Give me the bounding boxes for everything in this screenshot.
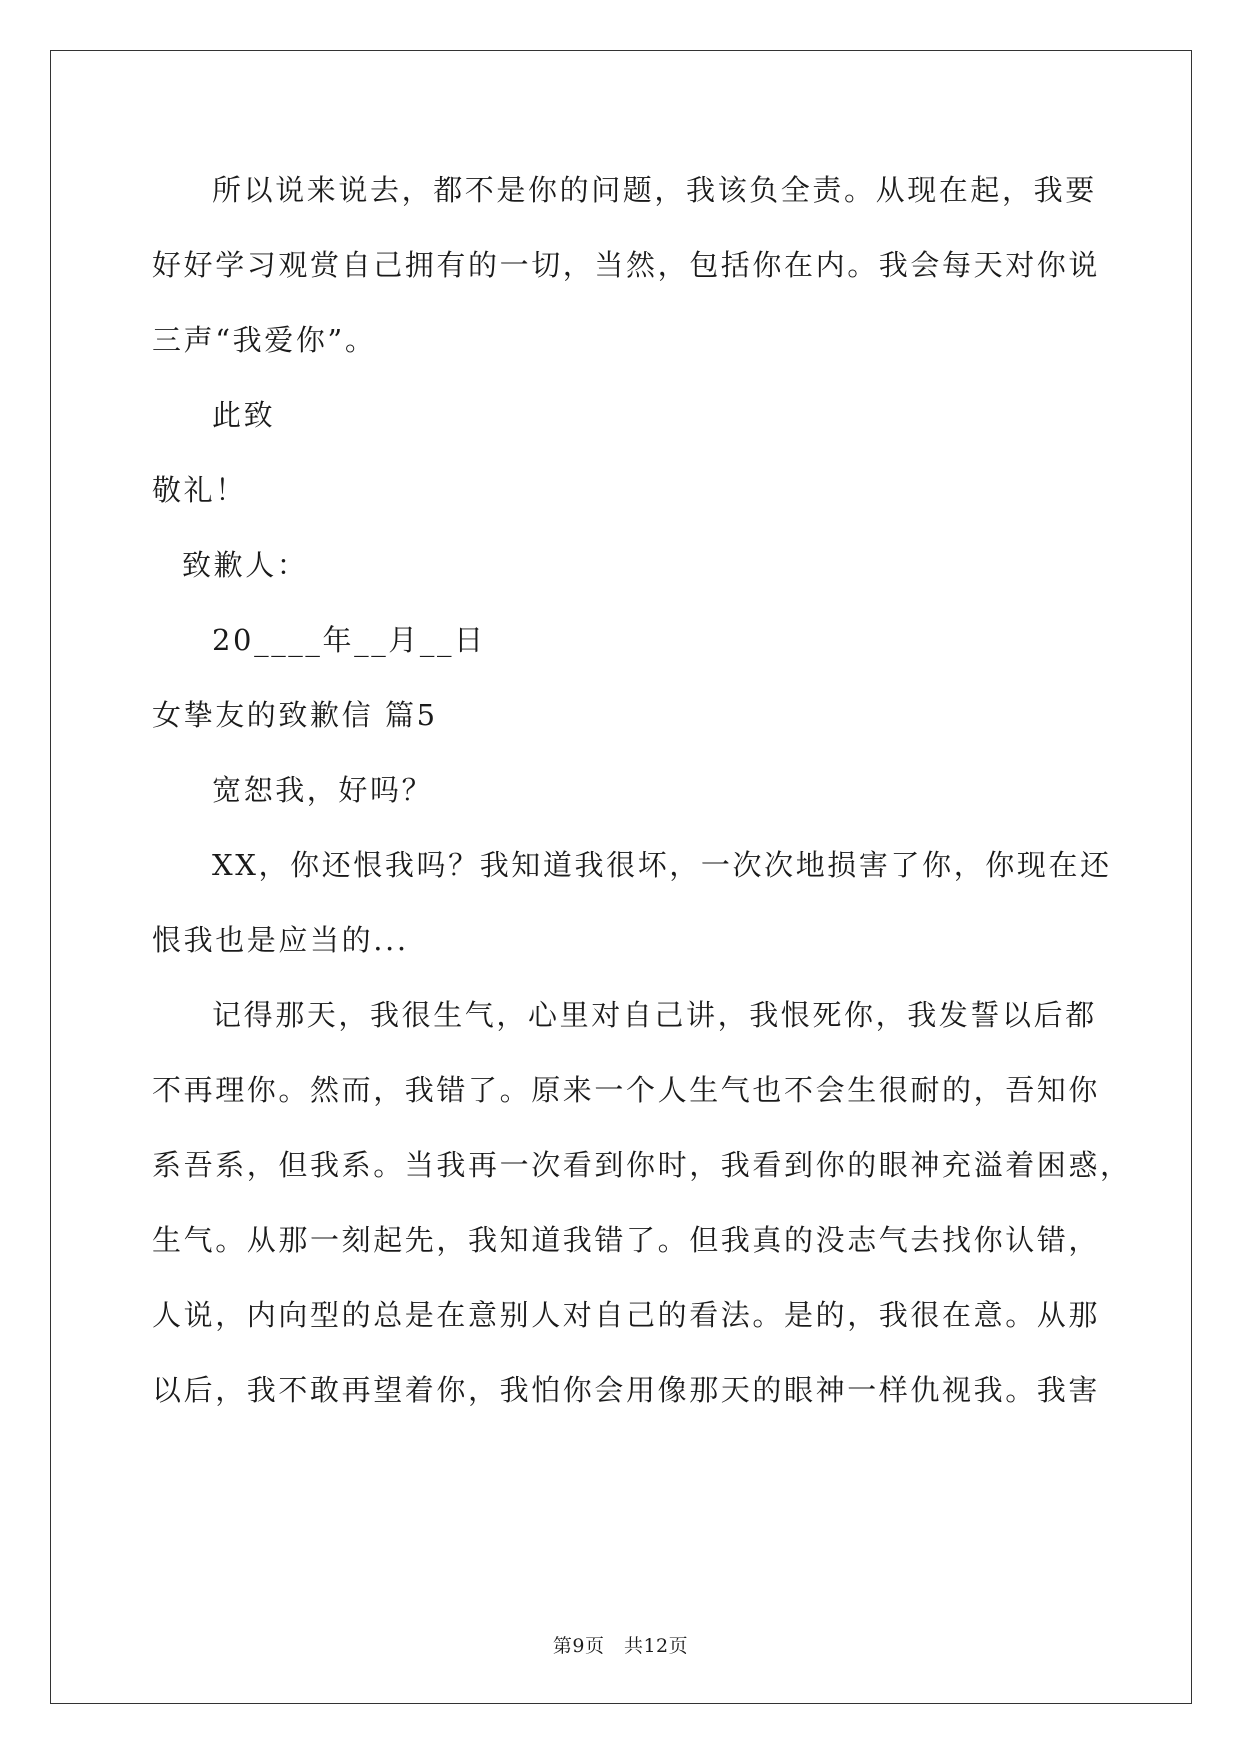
text-line: 生气。从那一刻起先，我知道我错了。但我真的没志气去找你认错， <box>152 1223 1101 1257</box>
text-line: 宽恕我，好吗？ <box>212 773 434 807</box>
text-line: 致歉人： <box>182 548 309 582</box>
text-line: 系吾系，但我系。当我再一次看到你时，我看到你的眼神充溢着困惑， <box>152 1148 1132 1182</box>
text-line: 人说，内向型的总是在意别人对自己的看法。是的，我很在意。从那 <box>152 1298 1101 1332</box>
text-line: 所以说来说去，都不是你的问题，我该负全责。从现在起，我要 <box>212 173 1097 207</box>
text-line: 此致 <box>212 398 276 432</box>
text-line: 以后，我不敢再望着你，我怕你会用像那天的眼神一样仇视我。我害 <box>152 1373 1101 1407</box>
text-line: 恨我也是应当的... <box>152 923 409 957</box>
date-line: 20____年__月__日 <box>212 623 486 657</box>
text-line: 好好学习观赏自己拥有的一切，当然，包括你在内。我会每天对你说 <box>152 248 1101 282</box>
text-line: 记得那天，我很生气，心里对自己讲，我恨死你，我发誓以后都 <box>212 998 1097 1032</box>
section-heading: 女挚友的致歉信 篇5 <box>152 698 438 732</box>
text-line: XX，你还恨我吗？我知道我很坏，一次次地损害了你，你现在还 <box>212 848 1112 882</box>
page-number: 第9页 共12页 <box>552 1635 689 1657</box>
text-line: 敬礼！ <box>152 473 247 507</box>
text-line: 三声“我爱你”。 <box>152 323 377 357</box>
text-line: 不再理你。然而，我错了。原来一个人生气也不会生很耐的，吾知你 <box>152 1073 1101 1107</box>
